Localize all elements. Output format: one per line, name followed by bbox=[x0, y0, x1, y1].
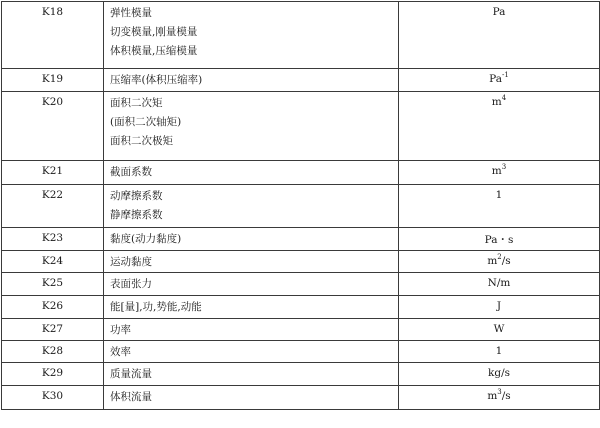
quantity-code-cell: K24 bbox=[2, 251, 104, 273]
quantity-name-cell bbox=[104, 69, 399, 92]
quantity-code-cell: K26 bbox=[2, 296, 104, 319]
unit-symbol-cell bbox=[399, 341, 600, 363]
unit-symbol: 1 bbox=[495, 345, 503, 357]
unit-symbol-cell bbox=[399, 92, 600, 161]
unit-symbol: m bbox=[487, 255, 498, 267]
quantity-code-cell: K20 bbox=[2, 92, 104, 161]
table-row bbox=[2, 273, 600, 296]
quantity-code-cell: K23 bbox=[2, 228, 104, 251]
unit-symbol-cell bbox=[399, 296, 600, 319]
quantity-name-line: 切变模量,刚量模量 bbox=[110, 26, 198, 38]
quantity-name-line: 面积二次矩 bbox=[110, 97, 163, 109]
quantity-code-cell: K30 bbox=[2, 386, 104, 410]
table-row bbox=[2, 319, 600, 341]
quantity-name-line: (面积二次轴矩) bbox=[110, 116, 182, 128]
quantity-name-cell bbox=[104, 341, 399, 363]
unit-suffix: /s bbox=[501, 255, 511, 267]
quantity-name-line: 体积流量 bbox=[110, 391, 152, 403]
unit-symbol: J bbox=[496, 300, 502, 312]
quantity-name-line: 运动黏度 bbox=[110, 256, 152, 268]
quantity-name-line: 面积二次极矩 bbox=[110, 135, 173, 147]
quantity-name-line: 压缩率(体积压缩率) bbox=[110, 74, 203, 86]
unit-symbol: 1 bbox=[495, 189, 503, 201]
unit-symbol: N/m bbox=[487, 277, 511, 289]
quantity-code-cell: K29 bbox=[2, 363, 104, 386]
table-row bbox=[2, 251, 600, 273]
unit-symbol-cell bbox=[399, 185, 600, 228]
unit-symbol: Pa・s bbox=[484, 234, 514, 246]
quantity-name-line: 能[量],功,势能,动能 bbox=[110, 301, 202, 313]
unit-symbol-cell bbox=[399, 228, 600, 251]
table-row bbox=[2, 92, 600, 161]
table-body bbox=[2, 2, 600, 410]
unit-symbol: m bbox=[491, 96, 502, 108]
quantity-name-cell bbox=[104, 228, 399, 251]
unit-symbol-cell bbox=[399, 69, 600, 92]
quantity-name-line: 动摩擦系数 bbox=[110, 190, 163, 202]
unit-symbol-cell bbox=[399, 386, 600, 410]
quantity-name-cell bbox=[104, 296, 399, 319]
unit-symbol: Pa bbox=[492, 6, 506, 18]
unit-symbol-cell bbox=[399, 251, 600, 273]
quantity-name-cell bbox=[104, 185, 399, 228]
quantity-name-line: 体积模量,压缩模量 bbox=[110, 45, 198, 57]
quantity-name-line: 质量流量 bbox=[110, 368, 152, 380]
quantity-name-line: 弹性模量 bbox=[110, 7, 152, 19]
unit-suffix: /s bbox=[501, 390, 511, 402]
quantity-name-cell bbox=[104, 92, 399, 161]
table-row bbox=[2, 341, 600, 363]
unit-symbol-cell bbox=[399, 2, 600, 69]
unit-exponent: 3 bbox=[501, 162, 507, 171]
unit-exponent: 2 bbox=[497, 252, 502, 261]
quantity-name-cell bbox=[104, 363, 399, 386]
table-row bbox=[2, 69, 600, 92]
quantity-name-cell bbox=[104, 2, 399, 69]
unit-symbol-cell bbox=[399, 319, 600, 341]
quantity-name-line: 表面张力 bbox=[110, 278, 152, 290]
unit-symbol: W bbox=[493, 323, 505, 335]
table-row bbox=[2, 2, 600, 69]
quantity-name-cell bbox=[104, 273, 399, 296]
quantity-name-line: 效率 bbox=[110, 346, 131, 358]
quantity-name-cell bbox=[104, 386, 399, 410]
quantity-code-cell: K19 bbox=[2, 69, 104, 92]
unit-symbol-cell bbox=[399, 273, 600, 296]
table-row bbox=[2, 363, 600, 386]
table-row bbox=[2, 296, 600, 319]
quantity-name-line: 黏度(动力黏度) bbox=[110, 233, 182, 245]
unit-exponent: -1 bbox=[502, 70, 509, 79]
quantity-code-cell: K28 bbox=[2, 341, 104, 363]
unit-symbol-cell bbox=[399, 161, 600, 185]
quantity-code-cell: K27 bbox=[2, 319, 104, 341]
unit-exponent: 3 bbox=[497, 387, 502, 396]
unit-symbol: m bbox=[491, 165, 502, 177]
quantity-unit-table bbox=[1, 1, 600, 410]
unit-symbol: Pa bbox=[489, 73, 503, 85]
table-row bbox=[2, 228, 600, 251]
quantity-name-cell bbox=[104, 161, 399, 185]
quantity-name-cell bbox=[104, 251, 399, 273]
unit-exponent: 4 bbox=[501, 93, 507, 102]
quantity-code-cell: K21 bbox=[2, 161, 104, 185]
quantity-name-line: 功率 bbox=[110, 324, 131, 336]
quantity-code-cell: K22 bbox=[2, 185, 104, 228]
unit-symbol: m bbox=[487, 390, 498, 402]
quantity-name-line: 截面系数 bbox=[110, 166, 152, 178]
unit-symbol-cell bbox=[399, 363, 600, 386]
table-row bbox=[2, 185, 600, 228]
quantity-code-cell: K18 bbox=[2, 2, 104, 69]
table-row bbox=[2, 386, 600, 410]
quantity-name-line: 静摩擦系数 bbox=[110, 209, 163, 221]
unit-symbol: kg/s bbox=[487, 367, 510, 379]
quantity-name-cell bbox=[104, 319, 399, 341]
table-row bbox=[2, 161, 600, 185]
quantity-code-cell: K25 bbox=[2, 273, 104, 296]
